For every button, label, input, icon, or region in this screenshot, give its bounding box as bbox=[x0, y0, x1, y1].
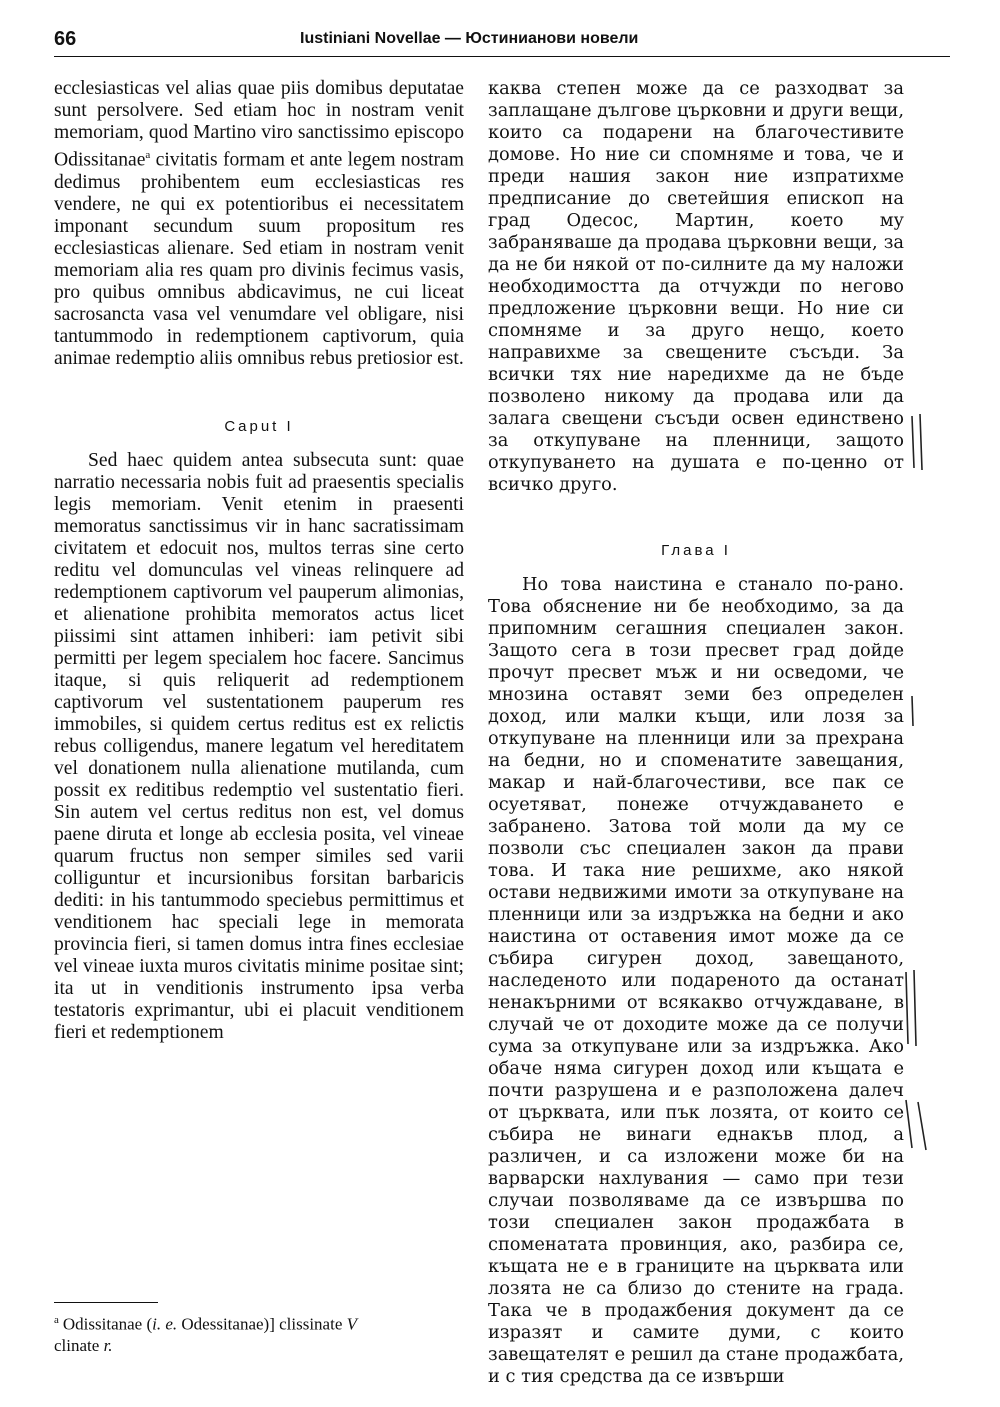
footnote-text-1: Odessitanae)] clissinate bbox=[177, 1314, 347, 1334]
margin-mark-1 bbox=[908, 412, 928, 472]
latin-paragraph-1 bbox=[54, 78, 464, 370]
latin-column bbox=[54, 78, 464, 1044]
latin-paragraph-1-text: ecclesiasticas vel alias quae piis domibus deputatae sunt persolvere. Sed etiam hoc in nostram venit memoriam, quod Martino viro sanctissimo episcopo Odissitanae bbox=[54, 78, 464, 171]
footnote-ie: i. e. bbox=[152, 1314, 178, 1334]
bulgarian-column bbox=[488, 78, 904, 1388]
page-header bbox=[54, 26, 950, 57]
bulgarian-chapter-heading: Глава I bbox=[661, 542, 731, 559]
footnote-text-2: clinate bbox=[54, 1335, 104, 1355]
footnote-reference: a bbox=[145, 149, 151, 161]
footnote-lemma: Odissitanae ( bbox=[62, 1314, 153, 1334]
footnote-siglum-r: r. bbox=[103, 1335, 113, 1355]
running-head: Iustiniani Novellae — Юстинианови новели bbox=[300, 30, 639, 47]
page-number: 66 bbox=[54, 28, 77, 50]
footnote-rule bbox=[54, 1302, 158, 1303]
margin-mark-3 bbox=[900, 968, 924, 1048]
footnote-siglum-v: V bbox=[346, 1314, 358, 1334]
latin-chapter-heading: Caput I bbox=[224, 417, 294, 435]
footnote bbox=[54, 1310, 464, 1356]
bulgarian-paragraph-2: Но това наистина е станало по-рано. Това обяснение ни бе необходимо, за да припомним сегашния специален закон. Защото сега в този пресвет град дойде прочут пресвет мъж и ни осведоми, че мнозина оставят земи без определен доход, или малки къщи, или лозя за откупуване на пленници или за прехрана на бедни, но и споменатите завещания, макар и най-благочестиви, все пак се осуетяват, понеже отчуждаването е забранено. Затова той моли да му се позволи със специален закон да прави това. И така ние решихме, ако някой остави недвижими имоти за откупуване на пленници или за издръжка на бедни и ако наистина от оставения имот може да се събира сигурен доход, завещаното, наследеното или подареното да останат ненакърними от всякакво отчуждаване, в случай че от доходите може да се получи сума за откупуване или за издръжка. Ако обаче няма сигурен доход или къщата е почти разрушена и е разположена далеч от църквата, или пък лозята, от които се събира не винаги еднакъв плод, а различен, и са изложени може би на варварски нахлувания — само при тези случаи позволяваме да се извършва по този специален закон продажбата в споменатата провинция, ако, разбира се, къщата не е в границите на църквата или лозята не са близо до стените на града. Така че в продажбения документ да се изразят и самите думи, с които завещателят е решил да стане продажбата, и с тия средства да се извърши bbox=[488, 574, 904, 1387]
bulgarian-paragraph-1: каква степен може да се разходват за заплащане дългове църковни и други вещи, които са подарени на благочестивите домове. Но ние си спомняме и това, че и преди нашия закон ние изпратихме предписание до светейшия епископ на град Одесос, Мартин, което му забраняваше да продава църковни вещи, за да не би някой от по-силните да му наложи необходимостта да отчужди по негово предложение църковни вещи. Но ние си спомняме и за друго нещо, което направихме за свещените съсъди. За всички тях ние наредихме да не бъде позволено никому да продава или да залага свещени съсъди освен единствено за откупуване на пленници, защото откупуването на душата е по-ценно от всичко друго. bbox=[488, 78, 904, 495]
margin-mark-2 bbox=[906, 690, 920, 730]
latin-paragraph-1-cont: civitatis formam et ante legem nostram dedimus prohibentem eum ecclesiasticas res vendere, ne qui ex potentioribus ei necessitatem imponant secundum suum propositum res ecclesiasticas alienare. Sed etiam in nostram venit memoriam alia res quam pro divinis fecimus vasis, pro quibus omnibus abdicavimus, ne cui liceat sacrosancta vasa vel venumdare vel obligare, nisi tantummodo in redemptionem captivorum, quia animae redemptio aliis omnibus rebus pretiosior est. bbox=[54, 149, 464, 369]
margin-mark-4 bbox=[902, 1094, 930, 1154]
footnote-mark: a bbox=[54, 1314, 59, 1326]
latin-paragraph-2: Sed haec quidem antea subsecuta sunt: quae narratio necessaria nobis fuit ad praesentis specialis legis memoriam. Venit etenim in praesenti memoratus sanctissimus vir in hanc sacratissimam civitatem et edocuit nos, multos terras sine certo reditu vel domunculas vel vineas relinquere ad redemptionem captivorum vel pauperum alimonias, et alienatione prohibita memoratos actus licet piissimi sint attamen inhiberi: iam petivit sibi permitti per legem specialem hoc facere. Sancimus itaque, si quis reliquerit ad redemptionem captivorum vel sustentationem pauperum res immobiles, si quidem certus reditus est ex relictis rebus colligendus, manere legatum vel hereditatem vel donationem nulla alienatione mutilanda, cum possit ex reditibus redemptio vel sustentatio fieri. Sin autem vel certus reditus non est, vel domus paene diruta et longe ab ecclesia posita, vel vineae quarum fructus non semper similes sed varii colliguntur et incursionibus forsitan barbaricis dediti: in his tantummodo speciebus permittimus et venditionem hac speciali lege in memorata provincia fieri, si tamen domus intra fines ecclesiae vel vineae iuxta muros civitatis minime positae sint; ita ut in venditionis instrumento ipsa verba testatoris exprimantur, ubi ei placuit venditionem fieri et redemptionem bbox=[54, 449, 464, 1043]
